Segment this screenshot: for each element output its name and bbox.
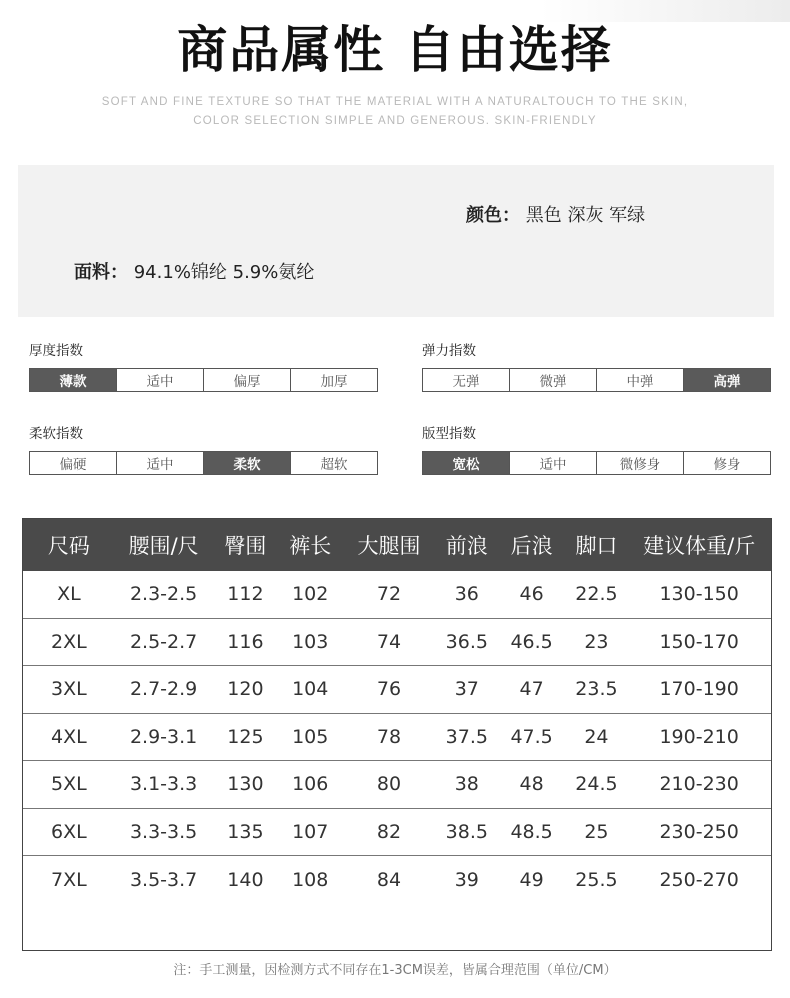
measurement-note: 注：手工测量，因检测方式不同存在1-3CM误差，皆属合理范围（单位/CM） xyxy=(173,963,617,978)
thickness-option: 薄款 xyxy=(30,369,117,391)
softness-option: 柔软 xyxy=(204,452,291,474)
softness-option: 超软 xyxy=(320,457,348,473)
table-cell: 74 xyxy=(376,630,402,653)
table-cell: 2XL xyxy=(51,630,87,653)
elasticity-option: 高弹 xyxy=(684,369,770,391)
table-cell: 24 xyxy=(584,725,609,748)
table-cell: 36.5 xyxy=(445,630,488,653)
size-table-body xyxy=(23,571,771,904)
elasticity-option: 中弹 xyxy=(597,369,684,391)
table-cell: 106 xyxy=(292,773,329,796)
fabric-value: 94.1%锦纶 5.9%氨纶 xyxy=(133,262,315,283)
table-cell: 46 xyxy=(519,583,544,606)
table-cell: 25 xyxy=(584,820,609,843)
table-cell: 24.5 xyxy=(575,773,618,796)
table-cell: 2.3-2.5 xyxy=(129,583,198,606)
table-cell: 72 xyxy=(376,583,402,606)
size-chart-table xyxy=(22,518,772,951)
table-row xyxy=(23,619,771,667)
color-label: 颜色： xyxy=(466,205,520,226)
table-cell: 2.7-2.9 xyxy=(129,678,198,701)
table-cell: 250-270 xyxy=(659,868,739,891)
table-row xyxy=(23,571,771,619)
fit-option: 微修身 xyxy=(597,452,684,474)
table-cell: 46.5 xyxy=(510,630,553,653)
table-cell: 38.5 xyxy=(445,820,488,843)
softness-option: 适中 xyxy=(117,452,204,474)
header-cell: 后浪 xyxy=(510,534,553,558)
fit-option: 适中 xyxy=(510,452,597,474)
thickness-option: 偏厚 xyxy=(204,369,291,391)
table-cell: 105 xyxy=(292,725,329,748)
fabric-label: 面料： xyxy=(74,262,128,283)
table-cell: 130 xyxy=(227,773,264,796)
table-row xyxy=(23,856,771,904)
softness-option: 偏硬 xyxy=(30,452,117,474)
table-cell: 112 xyxy=(227,583,264,606)
header-cell: 尺码 xyxy=(47,534,90,558)
fit-index-bar xyxy=(422,451,771,475)
size-table-header xyxy=(23,519,771,571)
softness-index xyxy=(29,426,378,475)
product-info-panel xyxy=(18,165,774,317)
table-cell: 230-250 xyxy=(659,820,739,843)
table-cell: 102 xyxy=(292,583,329,606)
table-cell: 104 xyxy=(292,678,329,701)
table-cell: 103 xyxy=(292,630,329,653)
table-cell: 22.5 xyxy=(575,583,618,606)
thickness-option: 适中 xyxy=(117,369,204,391)
table-cell: 82 xyxy=(376,820,402,843)
thickness-index xyxy=(29,343,378,392)
page-title: 商品属性 自由选择 xyxy=(177,21,613,79)
table-cell: 37 xyxy=(454,678,479,701)
table-cell: 107 xyxy=(292,820,329,843)
table-cell: 150-170 xyxy=(659,630,739,653)
fit-index-title: 版型指数 xyxy=(422,426,476,442)
fabric-info xyxy=(74,258,314,284)
softness-index-title: 柔软指数 xyxy=(29,426,83,442)
fit-index xyxy=(422,426,771,475)
table-cell: 3XL xyxy=(51,678,87,701)
elasticity-option: 微弹 xyxy=(510,369,597,391)
elasticity-index-bar xyxy=(422,368,771,392)
table-cell: 210-230 xyxy=(659,773,739,796)
table-cell: 37.5 xyxy=(445,725,488,748)
table-row xyxy=(23,666,771,714)
table-cell: 38 xyxy=(454,773,479,796)
thickness-option: 加厚 xyxy=(320,374,348,390)
table-cell: 190-210 xyxy=(659,725,739,748)
subtitle-line-2: COLOR SELECTION SIMPLE AND GENEROUS. SKIN-FRIENDLY xyxy=(193,115,597,127)
table-cell: 116 xyxy=(227,630,264,653)
thickness-index-title: 厚度指数 xyxy=(29,343,83,359)
table-cell: XL xyxy=(57,583,81,606)
table-cell: 170-190 xyxy=(659,678,739,701)
table-row xyxy=(23,809,771,857)
table-cell: 130-150 xyxy=(659,583,739,606)
header-cell: 腰围/尺 xyxy=(128,534,199,558)
header-cell: 大腿围 xyxy=(357,534,421,558)
header-cell: 裤长 xyxy=(289,534,332,558)
color-info xyxy=(466,201,645,227)
table-row xyxy=(23,714,771,762)
table-cell: 3.1-3.3 xyxy=(129,773,198,796)
table-cell: 4XL xyxy=(51,725,87,748)
header-cell: 建议体重/斤 xyxy=(643,534,756,558)
table-cell: 140 xyxy=(227,868,264,891)
table-cell: 49 xyxy=(519,868,544,891)
table-cell: 7XL xyxy=(51,868,87,891)
color-value: 黑色 深灰 军绿 xyxy=(525,205,646,226)
table-cell: 23 xyxy=(584,630,609,653)
table-cell: 135 xyxy=(227,820,264,843)
table-cell: 47 xyxy=(519,678,544,701)
table-cell: 25.5 xyxy=(575,868,618,891)
table-cell: 2.9-3.1 xyxy=(129,725,198,748)
header-cell: 脚口 xyxy=(575,534,618,558)
table-cell: 84 xyxy=(376,868,402,891)
table-cell: 39 xyxy=(454,868,479,891)
elasticity-index-title: 弹力指数 xyxy=(422,343,476,359)
header-cell: 前浪 xyxy=(445,534,488,558)
thickness-index-bar xyxy=(29,368,378,392)
table-cell: 76 xyxy=(376,678,402,701)
fit-option: 宽松 xyxy=(423,452,510,474)
table-cell: 23.5 xyxy=(575,678,618,701)
table-cell: 48.5 xyxy=(510,820,553,843)
table-cell: 125 xyxy=(227,725,264,748)
table-cell: 47.5 xyxy=(510,725,553,748)
table-cell: 78 xyxy=(376,725,402,748)
table-cell: 3.3-3.5 xyxy=(129,820,198,843)
fit-option: 修身 xyxy=(713,457,741,473)
table-cell: 120 xyxy=(227,678,264,701)
table-cell: 2.5-2.7 xyxy=(129,630,198,653)
table-cell: 36 xyxy=(454,583,479,606)
elasticity-index xyxy=(422,343,771,392)
empty-table-row xyxy=(23,904,771,950)
elasticity-option: 无弹 xyxy=(423,369,510,391)
table-cell: 5XL xyxy=(51,773,87,796)
table-cell: 3.5-3.7 xyxy=(129,868,198,891)
header-cell: 臀围 xyxy=(224,534,267,558)
softness-index-bar xyxy=(29,451,378,475)
table-cell: 108 xyxy=(292,868,329,891)
table-cell: 6XL xyxy=(51,820,87,843)
table-cell: 48 xyxy=(519,773,544,796)
subtitle-line-1: SOFT AND FINE TEXTURE SO THAT THE MATERIAL WITH A NATURALTOUCH TO THE SKIN, xyxy=(101,96,689,108)
table-cell: 80 xyxy=(376,773,402,796)
table-row xyxy=(23,761,771,809)
